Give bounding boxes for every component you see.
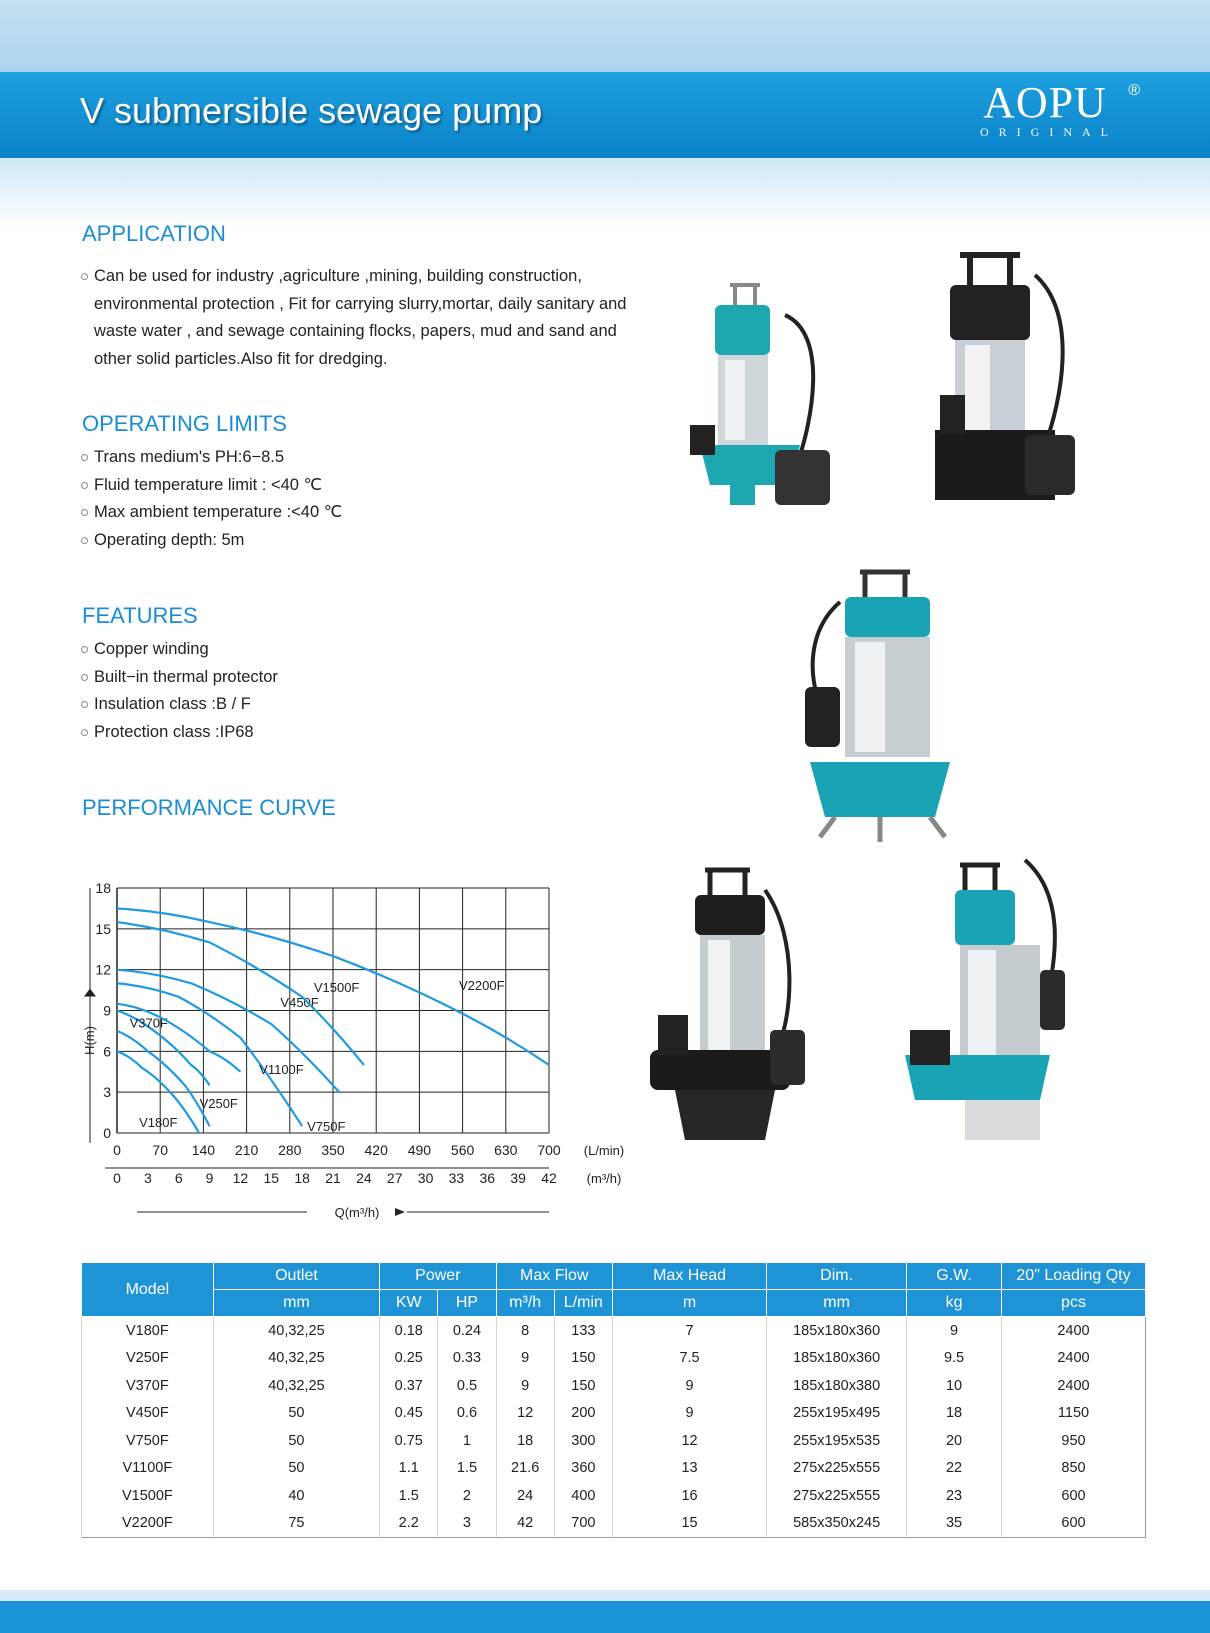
table-cell: 200: [554, 1400, 612, 1428]
list-item: Operating depth: 5m: [80, 527, 342, 555]
x-tick-label-m3h: 39: [510, 1170, 526, 1186]
x-tick-label-m3h: 21: [325, 1170, 341, 1186]
x-tick-label-lmin: 630: [494, 1142, 518, 1158]
x-tick-label-lmin: 350: [321, 1142, 345, 1158]
x-tick-label-m3h: 0: [113, 1170, 121, 1186]
features-list: [80, 636, 278, 746]
table-cell: 1: [438, 1427, 496, 1455]
table-cell: 9: [612, 1400, 766, 1428]
th-dim: Dim.: [767, 1263, 907, 1290]
table-cell: 9: [907, 1317, 1002, 1345]
table-cell: 600: [1002, 1510, 1146, 1538]
table-cell: 40,32,25: [213, 1345, 379, 1373]
y-tick-label: 0: [103, 1125, 111, 1141]
table-cell: 2: [438, 1482, 496, 1510]
table-cell: 40: [213, 1482, 379, 1510]
list-item: Built−in thermal protector: [80, 664, 278, 692]
pump-image-1: [690, 275, 860, 525]
x-tick-label-lmin: 210: [234, 1142, 259, 1158]
table-cell: 50: [213, 1455, 379, 1483]
brand-name: AOPU: [983, 78, 1107, 127]
th-unit-lmin: L/min: [554, 1290, 612, 1317]
x-tick-label-m3h: 18: [294, 1170, 310, 1186]
table-cell: 9: [496, 1345, 554, 1373]
curve-label-v450f: V450F: [280, 994, 319, 1010]
curve-v250f: [117, 1031, 210, 1126]
th-unit-gw: kg: [907, 1290, 1002, 1317]
y-tick-label: 6: [103, 1043, 111, 1060]
table-cell: 9: [496, 1372, 554, 1400]
y-tick-label: 12: [95, 961, 111, 978]
table-cell: 150: [554, 1345, 612, 1373]
pump-image-2: [930, 235, 1090, 525]
y-axis-label: H(m): [82, 1026, 97, 1055]
spec-table: [81, 1262, 1146, 1538]
table-cell: 185x180x360: [767, 1317, 907, 1345]
features-heading: FEATURES: [82, 603, 198, 628]
th-unit-qty: pcs: [1002, 1290, 1146, 1317]
table-row: [82, 1345, 1146, 1373]
x-tick-label-lmin: 0: [113, 1142, 121, 1158]
curve-label-v180f: V180F: [139, 1115, 178, 1130]
th-max-flow: Max Flow: [496, 1263, 612, 1290]
table-cell: 16: [612, 1482, 766, 1510]
x-tick-label-m3h: 12: [232, 1170, 249, 1186]
curve-label-v750f: V750F: [307, 1119, 346, 1135]
th-unit-m3h: m³/h: [496, 1290, 554, 1317]
x-tick-label-lmin: 140: [191, 1142, 216, 1158]
table-row: [82, 1427, 1146, 1455]
table-row: [82, 1317, 1146, 1345]
performance-chart: [70, 860, 640, 1220]
table-cell: 3: [438, 1510, 496, 1538]
application-heading: APPLICATION: [82, 221, 226, 246]
y-tick-label: 18: [95, 880, 111, 896]
th-outlet: Outlet: [213, 1263, 379, 1290]
operating-limits-list: [80, 444, 342, 554]
operating-limits-heading: OPERATING LIMITS: [82, 411, 287, 436]
x-tick-label-m3h: 33: [448, 1170, 465, 1186]
table-cell: 18: [496, 1427, 554, 1455]
table-row: [82, 1372, 1146, 1400]
application-text: Can be used for industry ,agriculture ,mining, building construction, environmental protection , Fit for carrying slurry,mortar, daily sanitary and waste water , and sewage containing flocks, papers, mud and sand and other solid particles.Also fit for dredging.: [80, 263, 640, 373]
table-cell: V370F: [82, 1372, 214, 1400]
table-cell: 13: [612, 1455, 766, 1483]
table-cell: 0.45: [380, 1400, 438, 1428]
y-tick-label: 3: [103, 1084, 111, 1101]
table-cell: 0.33: [438, 1345, 496, 1373]
x-axis-label: Q(m³/h): [334, 1205, 380, 1220]
table-cell: 40,32,25: [213, 1372, 379, 1400]
table-cell: 7.5: [612, 1345, 766, 1373]
performance-chart-svg: [70, 860, 640, 1220]
curve-label-v2200f: V2200F: [459, 977, 505, 993]
y-tick-label: 9: [103, 1002, 111, 1019]
table-cell: 50: [213, 1427, 379, 1455]
table-cell: V250F: [82, 1345, 214, 1373]
list-item: Protection class :IP68: [80, 719, 278, 747]
table-cell: V750F: [82, 1427, 214, 1455]
curve-label-v250f: V250F: [199, 1096, 238, 1112]
table-cell: 42: [496, 1510, 554, 1538]
table-cell: 9: [612, 1372, 766, 1400]
table-cell: 40,32,25: [213, 1317, 379, 1345]
table-cell: 9.5: [907, 1345, 1002, 1373]
table-cell: 21.6: [496, 1455, 554, 1483]
table-cell: 275x225x555: [767, 1482, 907, 1510]
th-unit-dim: mm: [767, 1290, 907, 1317]
table-cell: 2400: [1002, 1345, 1146, 1373]
th-loading-qty: 20" Loading Qty: [1002, 1263, 1146, 1290]
pump-image-5: [900, 855, 1065, 1145]
table-cell: 8: [496, 1317, 554, 1345]
performance-heading: PERFORMANCE CURVE: [82, 795, 336, 820]
x-tick-label-lmin: 490: [407, 1142, 432, 1158]
table-cell: 1.1: [380, 1455, 438, 1483]
table-cell: 23: [907, 1482, 1002, 1510]
table-cell: 360: [554, 1455, 612, 1483]
table-row: [82, 1400, 1146, 1428]
x-tick-label-lmin: 420: [364, 1142, 388, 1158]
table-cell: V1500F: [82, 1482, 214, 1510]
table-cell: 24: [496, 1482, 554, 1510]
table-cell: 7: [612, 1317, 766, 1345]
table-cell: 0.37: [380, 1372, 438, 1400]
table-row: [82, 1455, 1146, 1483]
table-cell: 0.18: [380, 1317, 438, 1345]
table-cell: 35: [907, 1510, 1002, 1538]
table-cell: 0.6: [438, 1400, 496, 1428]
table-cell: 10: [907, 1372, 1002, 1400]
table-cell: 255x195x495: [767, 1400, 907, 1428]
x-tick-label-m3h: 3: [143, 1170, 152, 1186]
table-cell: 700: [554, 1510, 612, 1538]
footer-separator: [0, 1590, 1210, 1601]
table-cell: 22: [907, 1455, 1002, 1483]
table-cell: 1.5: [438, 1455, 496, 1483]
brand-subtitle: ORIGINAL: [980, 125, 1118, 139]
curve-label-v1100f: V1100F: [259, 1062, 304, 1078]
registered-mark: ®: [1128, 82, 1140, 99]
table-cell: 1150: [1002, 1400, 1146, 1428]
table-cell: 600: [1002, 1482, 1146, 1510]
footer-bar: [0, 1601, 1210, 1633]
table-cell: 75: [213, 1510, 379, 1538]
table-cell: 50: [213, 1400, 379, 1428]
table-cell: 133: [554, 1317, 612, 1345]
list-item: Trans medium's PH:6−8.5: [80, 444, 342, 472]
x-tick-label-lmin: 560: [450, 1142, 475, 1158]
table-cell: 0.25: [380, 1345, 438, 1373]
list-item: Max ambient temperature :<40 ℃: [80, 499, 342, 527]
th-gw: G.W.: [907, 1263, 1002, 1290]
header-bar: [0, 72, 1210, 158]
x-tick-label-m3h: 27: [386, 1170, 403, 1186]
list-item: Fluid temperature limit : <40 ℃: [80, 472, 342, 500]
table-row: [82, 1482, 1146, 1510]
x-tick-label-m3h: 24: [356, 1170, 372, 1186]
x-tick-label-m3h: 15: [263, 1170, 280, 1186]
table-cell: 18: [907, 1400, 1002, 1428]
table-cell: 150: [554, 1372, 612, 1400]
table-cell: 12: [496, 1400, 554, 1428]
table-cell: V450F: [82, 1400, 214, 1428]
table-cell: 15: [612, 1510, 766, 1538]
table-cell: 255x195x535: [767, 1427, 907, 1455]
x-tick-label-m3h: 42: [541, 1170, 557, 1186]
table-cell: V2200F: [82, 1510, 214, 1538]
table-cell: 400: [554, 1482, 612, 1510]
list-item: Copper winding: [80, 636, 278, 664]
x-tick-label-lmin: 280: [278, 1142, 302, 1158]
top-band: [0, 0, 1210, 76]
th-unit-hp: HP: [438, 1290, 496, 1317]
table-cell: 2400: [1002, 1317, 1146, 1345]
table-cell: 850: [1002, 1455, 1146, 1483]
curve-label-v1500f: V1500F: [313, 979, 360, 995]
table-cell: 2.2: [380, 1510, 438, 1538]
table-cell: 185x180x380: [767, 1372, 907, 1400]
table-cell: V180F: [82, 1317, 214, 1345]
ylabel-arrow-head: [84, 989, 96, 997]
table-cell: 0.5: [438, 1372, 496, 1400]
application-text-block: [80, 263, 640, 373]
xlabel-arrow-head: [395, 1208, 405, 1216]
x-tick-label-m3h: 30: [417, 1170, 434, 1186]
x-tick-label-m3h: 36: [479, 1170, 496, 1186]
th-unit-outlet: mm: [213, 1290, 379, 1317]
table-cell: 185x180x360: [767, 1345, 907, 1373]
table-cell: 2400: [1002, 1372, 1146, 1400]
table-cell: 0.75: [380, 1427, 438, 1455]
table-cell: 275x225x555: [767, 1455, 907, 1483]
table-cell: 585x350x245: [767, 1510, 907, 1538]
x-tick-label-m3h: 6: [174, 1170, 183, 1186]
table-cell: 950: [1002, 1427, 1146, 1455]
spec-table-body: [82, 1317, 1146, 1538]
table-cell: V1100F: [82, 1455, 214, 1483]
pump-image-3: [800, 562, 970, 852]
page-title: V submersible sewage pump: [80, 90, 543, 131]
header-gradient: [0, 158, 1210, 228]
table-cell: 300: [554, 1427, 612, 1455]
x-tick-label-m3h: 9: [205, 1170, 214, 1186]
table-row: [82, 1510, 1146, 1538]
x-tick-label-lmin: 700: [537, 1142, 561, 1158]
list-item: Insulation class :B / F: [80, 691, 278, 719]
x-unit-lmin: (L/min): [583, 1143, 625, 1158]
brand-logo: [972, 78, 1140, 139]
th-unit-kw: KW: [380, 1290, 438, 1317]
pump-image-4: [650, 860, 805, 1150]
curve-label-v370f: V370F: [129, 1015, 168, 1031]
x-unit-m3h: (m³/h): [586, 1171, 622, 1186]
table-cell: 20: [907, 1427, 1002, 1455]
th-max-head: Max Head: [612, 1263, 766, 1290]
table-cell: 12: [612, 1427, 766, 1455]
x-tick-label-lmin: 70: [152, 1142, 168, 1158]
y-tick-label: 15: [95, 920, 111, 937]
th-power: Power: [380, 1263, 496, 1290]
table-cell: 0.24: [438, 1317, 496, 1345]
table-cell: 1.5: [380, 1482, 438, 1510]
th-model: Model: [82, 1263, 214, 1317]
th-unit-head: m: [612, 1290, 766, 1317]
